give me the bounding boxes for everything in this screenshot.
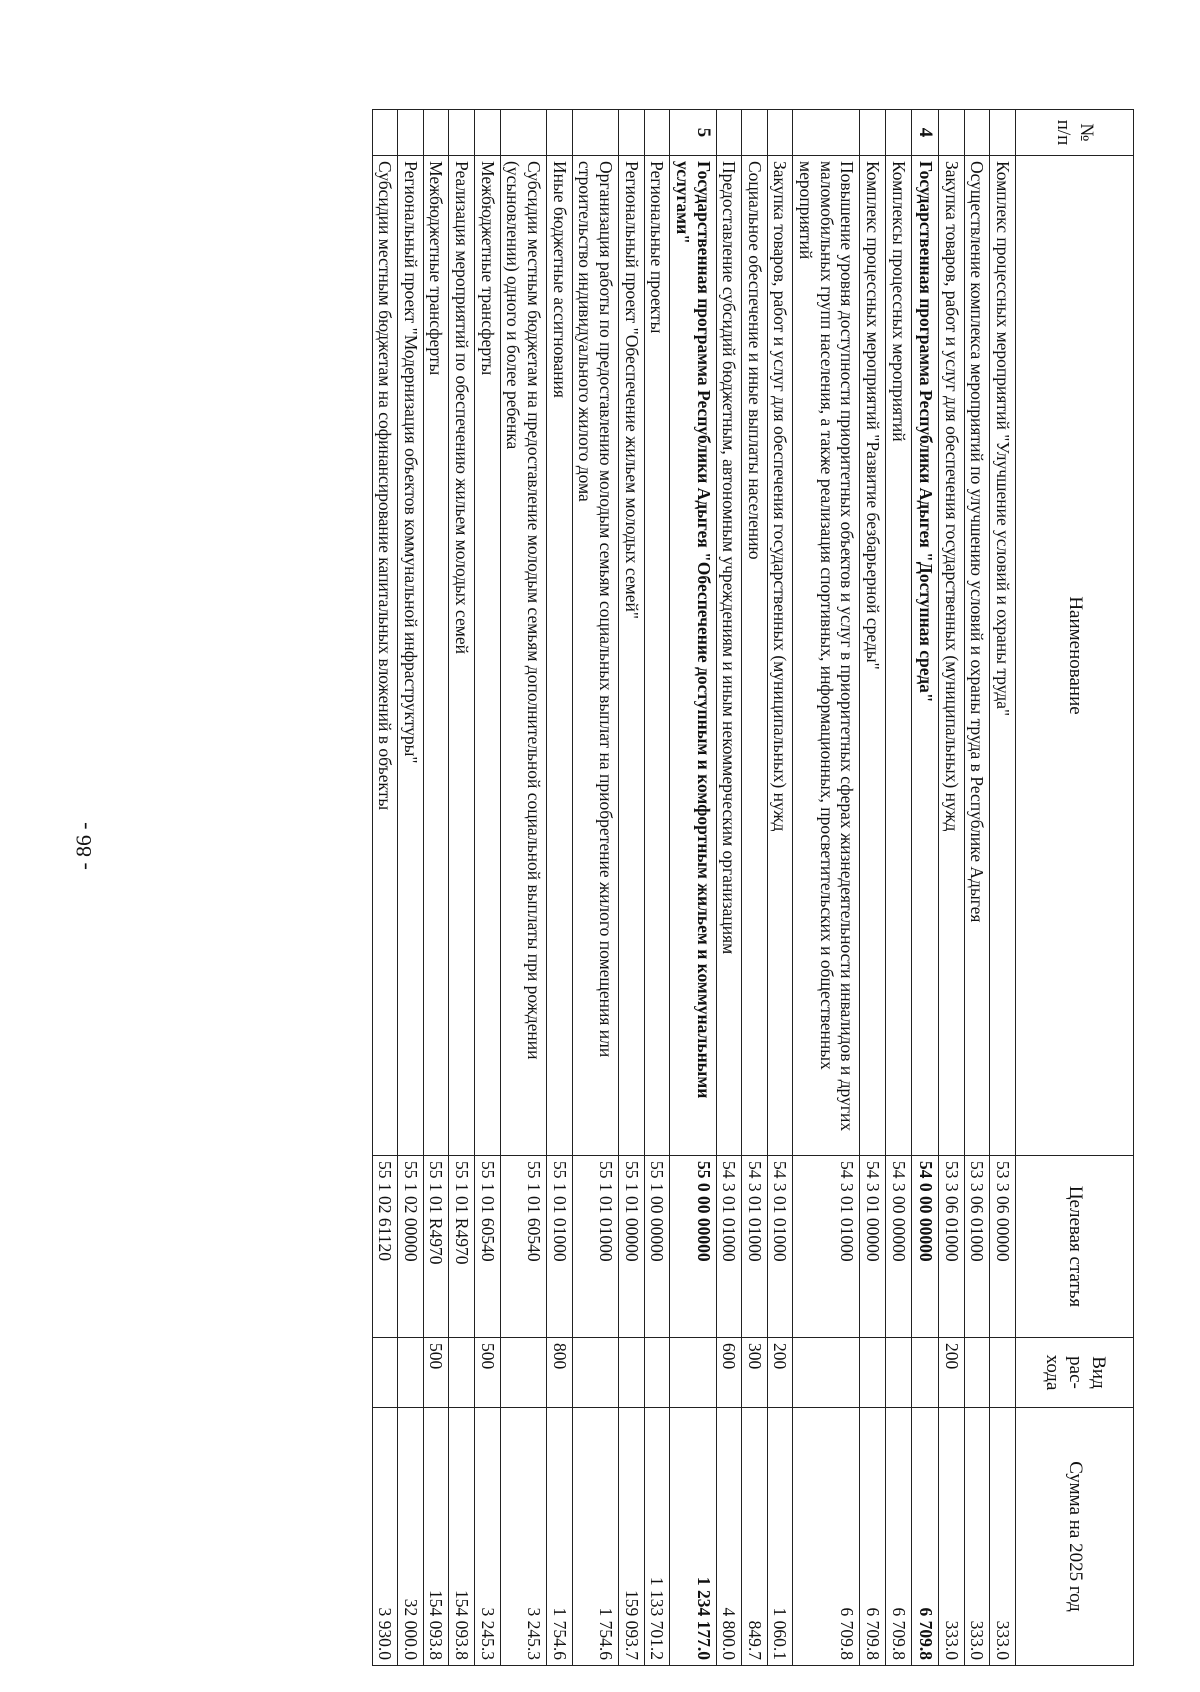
table-row <box>939 110 965 1666</box>
cell-name: Комплекс процессных мероприятий "Улучшение условий и охраны труда" <box>990 156 1016 1156</box>
header-code: Целевая статья <box>1016 1156 1134 1338</box>
cell-code: 54 3 01 01000 <box>716 1156 742 1338</box>
cell-name: Социальное обеспечение и иные выплаты населению <box>742 156 768 1156</box>
cell-sum: 32 000.0 <box>398 1408 424 1666</box>
cell-sum: 159 093.7 <box>618 1408 644 1666</box>
cell-code: 55 1 02 00000 <box>398 1156 424 1338</box>
cell-num <box>767 110 793 156</box>
cell-code: 53 3 06 00000 <box>990 1156 1016 1338</box>
cell-type: 200 <box>767 1338 793 1408</box>
cell-num <box>990 110 1016 156</box>
cell-name: Иные бюджетные ассигнования <box>547 156 573 1156</box>
cell-sum: 6 709.8 <box>911 1408 938 1666</box>
cell-sum: 6 709.8 <box>793 1408 860 1666</box>
cell-type <box>572 1338 618 1408</box>
cell-sum: 154 093.8 <box>423 1408 449 1666</box>
cell-sum: 333.0 <box>939 1408 965 1666</box>
cell-sum: 333.0 <box>990 1408 1016 1666</box>
cell-type <box>372 1338 398 1408</box>
table-row <box>742 110 768 1666</box>
cell-sum: 333.0 <box>964 1408 990 1666</box>
cell-num <box>644 110 670 156</box>
cell-num <box>423 110 449 156</box>
cell-code: 55 1 01 R4970 <box>423 1156 449 1338</box>
cell-type <box>860 1338 886 1408</box>
table-row <box>886 110 912 1666</box>
table-row <box>372 110 398 1666</box>
cell-type <box>398 1338 424 1408</box>
cell-num <box>860 110 886 156</box>
cell-type <box>670 1338 716 1408</box>
cell-code: 55 1 01 60540 <box>475 1156 501 1338</box>
cell-type <box>886 1338 912 1408</box>
cell-name: Повышение уровня доступности приоритетных объектов и услуг в приоритетных сферах жизнедеятельности инвалидов и других маломобильных групп населения, а также реализация спортивных, информационных, просветительских и общественных мероприятий <box>793 156 860 1156</box>
table-row <box>423 110 449 1666</box>
header-name: Наименование <box>1016 156 1134 1156</box>
cell-name: Государственная программа Республики Адыгея "Доступная среда" <box>911 156 938 1156</box>
cell-sum: 3 245.3 <box>500 1408 546 1666</box>
cell-sum: 6 709.8 <box>886 1408 912 1666</box>
cell-sum: 6 709.8 <box>860 1408 886 1666</box>
cell-code: 55 1 00 00000 <box>644 1156 670 1338</box>
cell-type <box>990 1338 1016 1408</box>
cell-sum: 1 754.6 <box>572 1408 618 1666</box>
rotated-table-wrapper <box>128 109 1134 1665</box>
header-sum: Сумма на 2025 год <box>1016 1408 1134 1666</box>
cell-num <box>547 110 573 156</box>
table-row <box>618 110 644 1666</box>
cell-num <box>964 110 990 156</box>
page-number: - 86 - <box>71 822 96 870</box>
cell-sum: 154 093.8 <box>449 1408 475 1666</box>
cell-num: 4 <box>911 110 938 156</box>
cell-code: 55 0 00 00000 <box>670 1156 716 1338</box>
table-row <box>449 110 475 1666</box>
cell-code: 55 1 01 00000 <box>618 1156 644 1338</box>
cell-code: 55 1 01 60540 <box>500 1156 546 1338</box>
cell-name: Субсидии местным бюджетам на предоставление молодым семьям дополнительной социальной выплаты при рождении (усыновлении) одного и более ребенка <box>500 156 546 1156</box>
cell-type <box>618 1338 644 1408</box>
cell-name: Региональный проект "Модернизация объектов коммунальной инфраструктуры" <box>398 156 424 1156</box>
cell-name: Организация работы по предоставлению молодым семьям социальных выплат на приобретение жилого помещения или строительство индивидуального жилого дома <box>572 156 618 1156</box>
table-row <box>716 110 742 1666</box>
header-type: Вид рас- хода <box>1016 1338 1134 1408</box>
cell-type <box>644 1338 670 1408</box>
cell-num <box>449 110 475 156</box>
table-header-row <box>1016 110 1134 1666</box>
table-row <box>572 110 618 1666</box>
table-row <box>911 110 938 1666</box>
table-row <box>500 110 546 1666</box>
cell-code: 53 3 06 01000 <box>964 1156 990 1338</box>
cell-type: 500 <box>475 1338 501 1408</box>
cell-code: 55 1 02 61120 <box>372 1156 398 1338</box>
cell-num <box>742 110 768 156</box>
cell-num <box>475 110 501 156</box>
cell-code: 55 1 01 01000 <box>547 1156 573 1338</box>
cell-num <box>886 110 912 156</box>
cell-type <box>964 1338 990 1408</box>
cell-name: Предоставление субсидий бюджетным, автономным учреждениям и иным некоммерческим организациям <box>716 156 742 1156</box>
budget-table <box>372 109 1134 1666</box>
cell-code: 54 3 01 01000 <box>793 1156 860 1338</box>
cell-type <box>500 1338 546 1408</box>
cell-name: Государственная программа Республики Адыгея "Обеспечение доступным и комфортным жильем и коммунальными услугами" <box>670 156 716 1156</box>
cell-num <box>716 110 742 156</box>
cell-name: Осуществление комплекса мероприятий по улучшению условий и охраны труда в Республике Адыгея <box>964 156 990 1156</box>
table-row <box>670 110 716 1666</box>
cell-code: 54 3 01 01000 <box>767 1156 793 1338</box>
cell-code: 55 1 01 01000 <box>572 1156 618 1338</box>
cell-sum: 4 800.0 <box>716 1408 742 1666</box>
table-row <box>964 110 990 1666</box>
cell-sum: 1 060.1 <box>767 1408 793 1666</box>
cell-code: 54 3 01 01000 <box>742 1156 768 1338</box>
cell-code: 54 3 00 00000 <box>886 1156 912 1338</box>
cell-code: 54 0 00 00000 <box>911 1156 938 1338</box>
table-row <box>475 110 501 1666</box>
cell-type <box>911 1338 938 1408</box>
table-row <box>860 110 886 1666</box>
cell-num <box>939 110 965 156</box>
cell-sum: 3 245.3 <box>475 1408 501 1666</box>
cell-type: 600 <box>716 1338 742 1408</box>
cell-num <box>398 110 424 156</box>
cell-num <box>572 110 618 156</box>
cell-num <box>618 110 644 156</box>
cell-num <box>793 110 860 156</box>
cell-sum: 849.7 <box>742 1408 768 1666</box>
table-row <box>547 110 573 1666</box>
header-num: № п/п <box>1016 110 1134 156</box>
cell-type: 500 <box>423 1338 449 1408</box>
cell-num <box>500 110 546 156</box>
table-row <box>767 110 793 1666</box>
cell-sum: 3 930.0 <box>372 1408 398 1666</box>
cell-name: Региональные проекты <box>644 156 670 1156</box>
cell-sum: 1 754.6 <box>547 1408 573 1666</box>
cell-name: Комплексы процессных мероприятий <box>886 156 912 1156</box>
cell-code: 54 3 01 00000 <box>860 1156 886 1338</box>
cell-code: 53 3 06 01000 <box>939 1156 965 1338</box>
cell-sum: 1 234 177.0 <box>670 1408 716 1666</box>
cell-name: Реализация мероприятий по обеспечению жильем молодых семей <box>449 156 475 1156</box>
cell-sum: 1 133 701.2 <box>644 1408 670 1666</box>
cell-name: Закупка товаров, работ и услуг для обеспечения государственных (муниципальных) нужд <box>767 156 793 1156</box>
table-row <box>398 110 424 1666</box>
cell-num <box>372 110 398 156</box>
table-body <box>372 110 1015 1666</box>
cell-name: Региональный проект "Обеспечение жильем молодых семей" <box>618 156 644 1156</box>
table-row <box>644 110 670 1666</box>
cell-type <box>793 1338 860 1408</box>
cell-code: 55 1 01 R4970 <box>449 1156 475 1338</box>
cell-type: 300 <box>742 1338 768 1408</box>
table-row <box>990 110 1016 1666</box>
cell-name: Межбюджетные трансферты <box>423 156 449 1156</box>
cell-type: 200 <box>939 1338 965 1408</box>
table-row <box>793 110 860 1666</box>
cell-num: 5 <box>670 110 716 156</box>
cell-type: 800 <box>547 1338 573 1408</box>
cell-name: Межбюджетные трансферты <box>475 156 501 1156</box>
cell-name: Субсидии местным бюджетам на софинансирование капитальных вложений в объекты <box>372 156 398 1156</box>
cell-name: Комплекс процессных мероприятий "Развитие безбарьерной среды" <box>860 156 886 1156</box>
cell-type <box>449 1338 475 1408</box>
cell-name: Закупка товаров, работ и услуг для обеспечения государственных (муниципальных) нужд <box>939 156 965 1156</box>
